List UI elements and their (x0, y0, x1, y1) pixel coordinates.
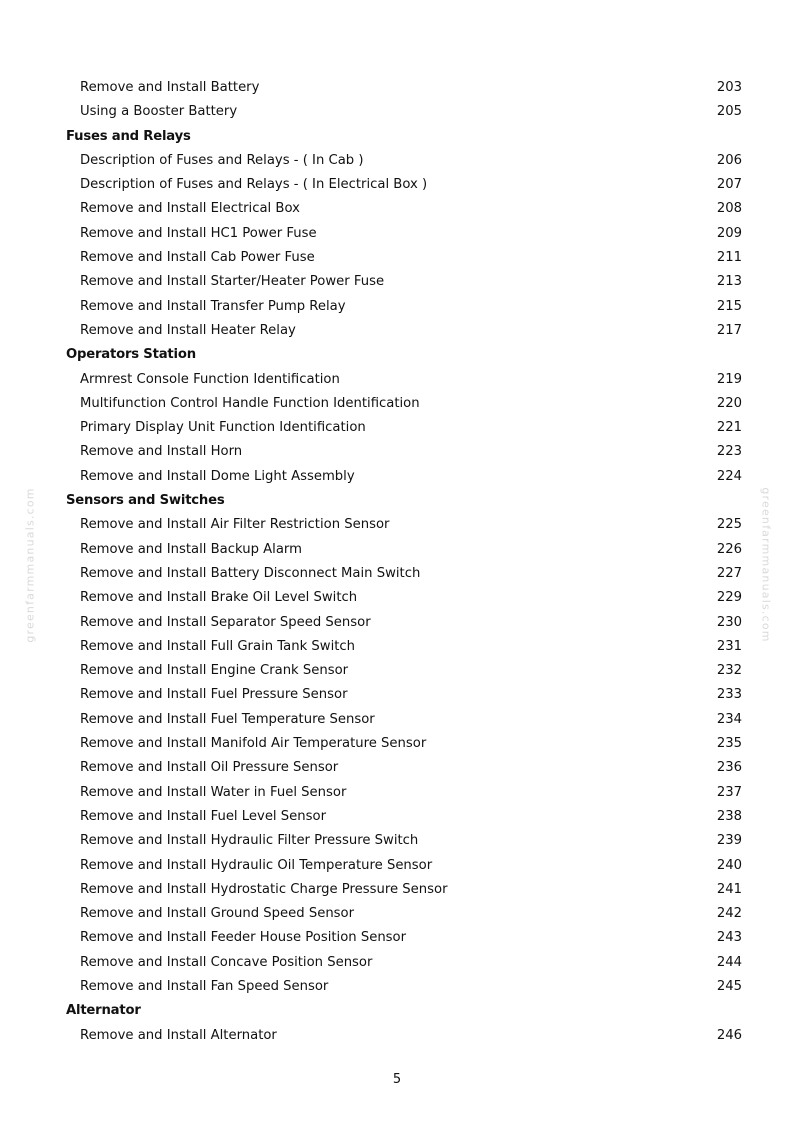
entry-title: Remove and Install Feeder House Position Sensor (80, 930, 407, 946)
entry-title: Remove and Install Engine Crank Sensor (80, 663, 349, 679)
entry-page-number: 224 (716, 468, 742, 484)
entry-page-number: 232 (716, 663, 742, 679)
toc-entry[interactable] (66, 416, 742, 440)
entry-title: Remove and Install Oil Pressure Sensor (80, 760, 339, 776)
entry-page-number: 209 (716, 225, 742, 241)
entry-page-number: 226 (716, 541, 742, 557)
entry-page-number: 217 (716, 322, 742, 338)
section-title: Fuses and Relays (66, 128, 191, 144)
toc-entry[interactable] (66, 1024, 742, 1048)
entry-page-number: 205 (716, 104, 742, 120)
entry-page-number: 215 (716, 298, 742, 314)
toc-entry[interactable] (66, 951, 742, 975)
entry-title: Remove and Install Separator Speed Sensor (80, 614, 371, 630)
toc-entry[interactable] (66, 902, 742, 926)
toc-entry[interactable] (66, 392, 742, 416)
entry-page-number: 243 (716, 930, 742, 946)
entry-page-number: 208 (716, 201, 742, 217)
entry-title: Remove and Install Brake Oil Level Switch (80, 590, 358, 606)
section-title: Alternator (66, 1003, 141, 1019)
entry-title: Description of Fuses and Relays - ( In Electrical Box ) (80, 177, 428, 193)
entry-title: Primary Display Unit Function Identification (80, 420, 366, 436)
entry-page-number: 223 (716, 444, 742, 460)
page-number: 5 (392, 1072, 402, 1087)
toc-entry[interactable] (66, 805, 742, 829)
entry-title: Remove and Install Water in Fuel Sensor (80, 784, 347, 800)
toc-entry[interactable] (66, 76, 742, 100)
section-title: Sensors and Switches (66, 493, 225, 509)
toc-entry[interactable] (66, 368, 742, 392)
entry-title: Remove and Install Fuel Pressure Sensor (80, 687, 348, 703)
toc-entry[interactable] (66, 100, 742, 124)
entry-page-number: 238 (716, 808, 742, 824)
entry-page-number: 227 (716, 565, 742, 581)
entry-title: Remove and Install Backup Alarm (80, 541, 302, 557)
entry-title: Remove and Install Battery Disconnect Main Switch (80, 565, 421, 581)
entry-title: Remove and Install Fuel Temperature Sensor (80, 711, 375, 727)
entry-title: Remove and Install Transfer Pump Relay (80, 298, 346, 314)
entry-page-number: 231 (716, 638, 742, 654)
entry-page-number: 235 (716, 736, 742, 752)
toc-entry[interactable] (66, 197, 742, 221)
entry-page-number: 242 (716, 906, 742, 922)
toc-entry[interactable] (66, 854, 742, 878)
entry-page-number: 245 (716, 978, 742, 994)
entry-title: Remove and Install Concave Position Sensor (80, 954, 373, 970)
toc-entry[interactable] (66, 586, 742, 610)
toc-entry[interactable] (66, 562, 742, 586)
toc-entry[interactable] (66, 440, 742, 464)
entry-title: Remove and Install Hydraulic Oil Temperature Sensor (80, 857, 433, 873)
entry-page-number: 213 (716, 274, 742, 290)
toc-entry[interactable] (66, 149, 742, 173)
entry-title: Remove and Install Electrical Box (80, 201, 300, 217)
entry-title: Remove and Install Dome Light Assembly (80, 468, 355, 484)
entry-page-number: 206 (716, 152, 742, 168)
toc-entry[interactable] (66, 708, 742, 732)
toc-entry[interactable] (66, 926, 742, 950)
entry-page-number: 244 (716, 954, 742, 970)
entry-title: Remove and Install Ground Speed Sensor (80, 906, 355, 922)
entry-page-number: 241 (716, 881, 742, 897)
entry-title: Remove and Install Battery (80, 80, 260, 95)
toc-entry[interactable] (66, 635, 742, 659)
entry-title: Remove and Install Starter/Heater Power Fuse (80, 274, 385, 290)
entry-page-number: 221 (716, 420, 742, 436)
toc-entry[interactable] (66, 611, 742, 635)
entry-title: Description of Fuses and Relays - ( In Cab ) (80, 152, 364, 168)
entry-title: Remove and Install Full Grain Tank Switch (80, 638, 356, 654)
entry-page-number: 207 (716, 177, 742, 193)
toc-entry[interactable] (66, 659, 742, 683)
entry-page-number: 211 (716, 250, 742, 266)
table-of-contents (66, 76, 742, 1048)
entry-page-number: 230 (716, 614, 742, 630)
toc-entry[interactable] (66, 270, 742, 294)
entry-page-number: 246 (716, 1027, 742, 1043)
entry-title: Remove and Install HC1 Power Fuse (80, 225, 317, 241)
toc-entry[interactable] (66, 683, 742, 707)
toc-entry[interactable] (66, 295, 742, 319)
entry-page-number: 236 (716, 760, 742, 776)
toc-section-heading (66, 489, 742, 513)
entry-page-number: 225 (716, 517, 742, 533)
entry-page-number: 233 (716, 687, 742, 703)
entry-title: Remove and Install Fan Speed Sensor (80, 978, 329, 994)
entry-page-number: 219 (716, 371, 742, 387)
entry-title: Remove and Install Alternator (80, 1027, 277, 1043)
entry-title: Armrest Console Function Identification (80, 371, 340, 387)
entry-title: Using a Booster Battery (80, 104, 238, 120)
toc-entry[interactable] (66, 829, 742, 853)
entry-title: Remove and Install Cab Power Fuse (80, 250, 315, 266)
entry-title: Multifunction Control Handle Function Identification (80, 395, 420, 411)
entry-title: Remove and Install Manifold Air Temperature Sensor (80, 736, 427, 752)
toc-entry[interactable] (66, 513, 742, 537)
toc-entry[interactable] (66, 878, 742, 902)
entry-title: Remove and Install Fuel Level Sensor (80, 808, 326, 824)
entry-page-number: 237 (716, 784, 742, 800)
toc-entry[interactable] (66, 538, 742, 562)
entry-page-number: 234 (716, 711, 742, 727)
toc-entry[interactable] (66, 222, 742, 246)
toc-entry[interactable] (66, 756, 742, 780)
entry-title: Remove and Install Air Filter Restriction Sensor (80, 517, 390, 533)
toc-entry[interactable] (66, 975, 742, 999)
watermark-left: greenfarmmanuals.com (23, 487, 37, 643)
entry-title: Remove and Install Horn (80, 444, 243, 460)
entry-page-number: 229 (716, 590, 742, 606)
entry-page-number: 220 (716, 395, 742, 411)
entry-page-number: 240 (716, 857, 742, 873)
toc-entry[interactable] (66, 173, 742, 197)
toc-section-heading (66, 999, 742, 1023)
entry-page-number: 203 (716, 80, 742, 95)
section-title: Operators Station (66, 347, 196, 363)
toc-section-heading (66, 343, 742, 367)
toc-entry[interactable] (66, 246, 742, 270)
toc-entry[interactable] (66, 319, 742, 343)
toc-entry[interactable] (66, 465, 742, 489)
entry-title: Remove and Install Heater Relay (80, 322, 296, 338)
entry-title: Remove and Install Hydraulic Filter Pressure Switch (80, 833, 419, 849)
watermark-right: greenfarmmanuals.com (759, 487, 773, 643)
toc-section-heading (66, 125, 742, 149)
entry-title: Remove and Install Hydrostatic Charge Pressure Sensor (80, 881, 448, 897)
toc-entry[interactable] (66, 732, 742, 756)
toc-entry[interactable] (66, 781, 742, 805)
entry-page-number: 239 (716, 833, 742, 849)
